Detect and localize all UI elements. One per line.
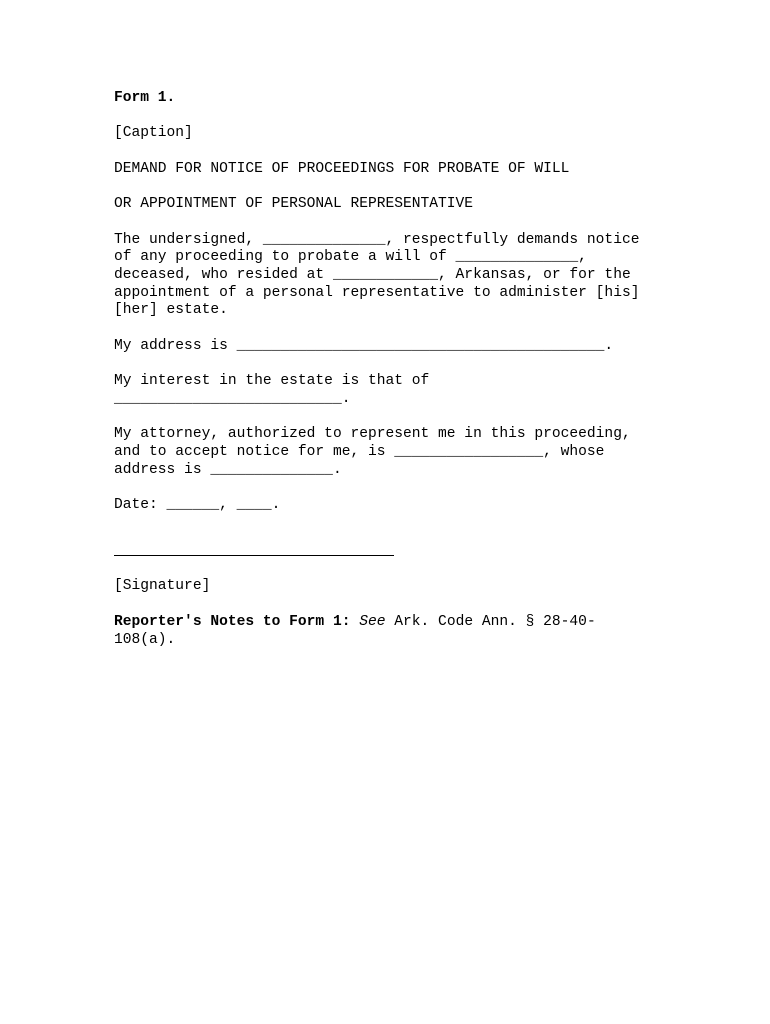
demand-paragraph: The undersigned, ______________, respectfully demands notice of any proceeding to probate a will of ______________, deceased, who resided at ____________, Arkansas, or for the appointment of a personal representative to administer [his] [her] estate. — [114, 231, 640, 319]
date-line: Date: ______, ____. — [114, 497, 281, 514]
reporters-notes — [114, 614, 674, 649]
form-heading-line-2: OR APPOINTMENT OF PERSONAL REPRESENTATIVE — [114, 196, 474, 213]
form-heading-line-1: DEMAND FOR NOTICE OF PROCEEDINGS FOR PROBATE OF WILL — [114, 160, 570, 177]
address-line: My address is __________________________________________. — [114, 337, 614, 354]
form-title: Form 1. — [114, 90, 176, 106]
notes-label: Reporter's Notes to Form 1: — [114, 613, 351, 630]
interest-line: My interest in the estate is that of __________________________. — [114, 373, 430, 407]
notes-citation: Ark. Code Ann. § 28-40- 108(a). — [114, 613, 596, 648]
document-page — [114, 90, 674, 667]
signature-line — [114, 555, 394, 556]
caption-placeholder: [Caption] — [114, 125, 193, 142]
notes-see: See — [359, 613, 386, 630]
attorney-paragraph: My attorney, authorized to represent me in this proceeding, and to accept notice for me, is _________________, whose address is ______________. — [114, 426, 631, 478]
signature-label: [Signature] — [114, 578, 211, 595]
signature-spacer — [114, 532, 674, 555]
